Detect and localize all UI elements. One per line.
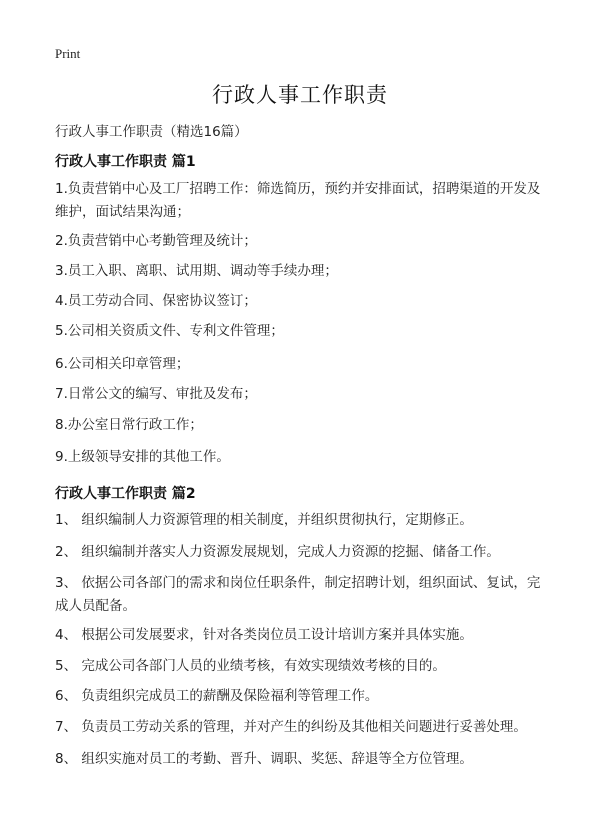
list-item: 2、 组织编制并落实人力资源发展规划，完成人力资源的挖掘、储备工作。 [55, 544, 500, 560]
list-item: 6、 负责组织完成员工的薪酬及保险福利等管理工作。 [55, 688, 379, 704]
list-item: 3.员工入职、离职、试用期、调动等手续办理； [55, 263, 338, 279]
list-item: 7、 负责员工劳动关系的管理，并对产生的纠纷及其他相关问题进行妥善处理。 [55, 719, 527, 735]
list-item: 3、 依据公司各部门的需求和岗位任职条件，制定招聘计划，组织面试、复试，完成人员配备。 [55, 575, 541, 614]
list-item: 9.上级领导安排的其他工作。 [55, 449, 230, 465]
list-item: 8.办公室日常行政工作； [55, 417, 203, 433]
list-item: 7.日常公文的编写、审批及发布； [55, 386, 257, 402]
list-item: 5.公司相关资质文件、专利文件管理； [55, 323, 284, 339]
section-heading-2: 行政人事工作职责 篇2 [55, 486, 196, 502]
print-label: Print [55, 46, 81, 61]
section-heading-1: 行政人事工作职责 篇1 [55, 154, 196, 170]
list-item: 2.负责营销中心考勤管理及统计； [55, 233, 257, 249]
document-subtitle: 行政人事工作职责（精选16篇） [55, 124, 248, 140]
page-title: 行政人事工作职责 [212, 83, 388, 107]
list-item: 5、 完成公司各部门人员的业绩考核，有效实现绩效考核的目的。 [55, 658, 446, 674]
list-item: 6.公司相关印章管理； [55, 356, 190, 372]
list-item: 1.负责营销中心及工厂招聘工作：筛选简历，预约并安排面试，招聘渠道的开发及维护，面试结果沟通； [55, 181, 541, 220]
list-item: 4.员工劳动合同、保密协议签订； [55, 293, 257, 309]
list-item: 1、 组织编制人力资源管理的相关制度，并组织贯彻执行，定期修正。 [55, 512, 473, 528]
list-item: 8、 组织实施对员工的考勤、晋升、调职、奖惩、辞退等全方位管理。 [55, 751, 473, 767]
list-item: 4、 根据公司发展要求，针对各类岗位员工设计培训方案并具体实施。 [55, 627, 473, 643]
